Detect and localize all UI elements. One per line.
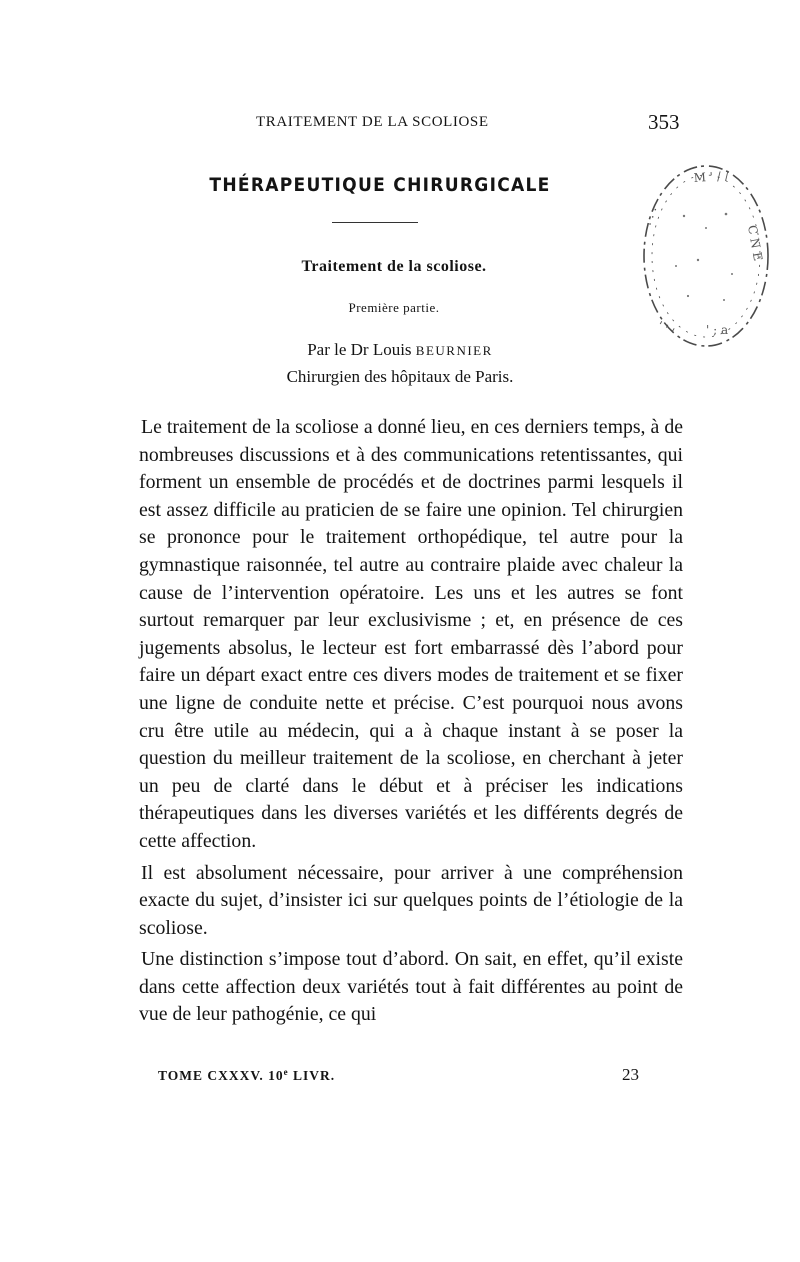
svg-text:. . .: . . . [639,204,660,228]
page-number: 353 [648,110,680,134]
library-stamp-icon [636,156,776,352]
running-head [0,110,800,138]
title-rule [332,222,418,223]
running-head-title: TRAITEMENT DE LA SCOLIOSE [256,114,489,130]
svg-text:' ' ': ' ' ' [654,318,677,340]
body-paragraph: Il est absolument nécessaire, pour arriver à une compréhension exacte du sujet, d’insister ici sur quelques points de l’étiologie de la scoliose. [139,861,683,939]
svg-text:C N E: C N E [745,224,766,263]
author-prefix: Par le Dr Louis [307,340,416,359]
svg-text:' ; a: ' ; a [706,323,729,337]
body-paragraph: Une distinction s’impose tout d’abord. On sait, en effet, qu’il existe dans cette affection deux variétés tout à fait différentes au point de vue de leur pathogénie, ce qui [139,948,683,1026]
volume-label: TOME CXXXV. 10e LIVR. [158,1067,336,1083]
page-footer [0,1067,800,1091]
section-title: THÉRAPEUTIQUE CHIRURGICALE [209,174,551,196]
svg-text:M ' / /: M ' / / [693,168,730,185]
article-title: Traitement de la scoliose. [301,258,487,275]
body-paragraph: Le traitement de la scoliose a donné lieu, en ces derniers temps, à de nombreuses discussions et à des communications retentissantes, qui forment un ensemble de procédés et de doctrines parmi lesquels il est assez difficile au praticien de se faire une opinion. Tel chirurgien se prononce pour le traitement orthopédique, tel autre pour la gymnastique raisonnée, tel autre au contraire plaide avec chaleur la cause de l’intervention opératoire. Les uns et les autres se font surtout remarquer par leur exclusivisme ; et, en présence de ces jugements absolus, le lecteur est fort embarrassé dès l’abord pour faire un départ exact entre ces divers modes de traitement et se fixer une ligne de conduite nette et précise. C’est pourquoi nous avons cru être utile au médecin, qui a à chaque instant à se poser la question du meilleur traitement de la scoliose, en cherchant à jeter un peu de clarté dans le début et à préciser les indications thérapeutiques dans les diverses variétés et les différents degrés de cette affection. [139,416,683,852]
author-surname: BEURNIER [415,343,493,358]
signature-number: 23 [622,1065,639,1084]
article-part: Première partie. [348,300,440,315]
author-affiliation: Chirurgien des hôpitaux de Paris. [286,367,514,386]
article-body [139,414,683,1029]
